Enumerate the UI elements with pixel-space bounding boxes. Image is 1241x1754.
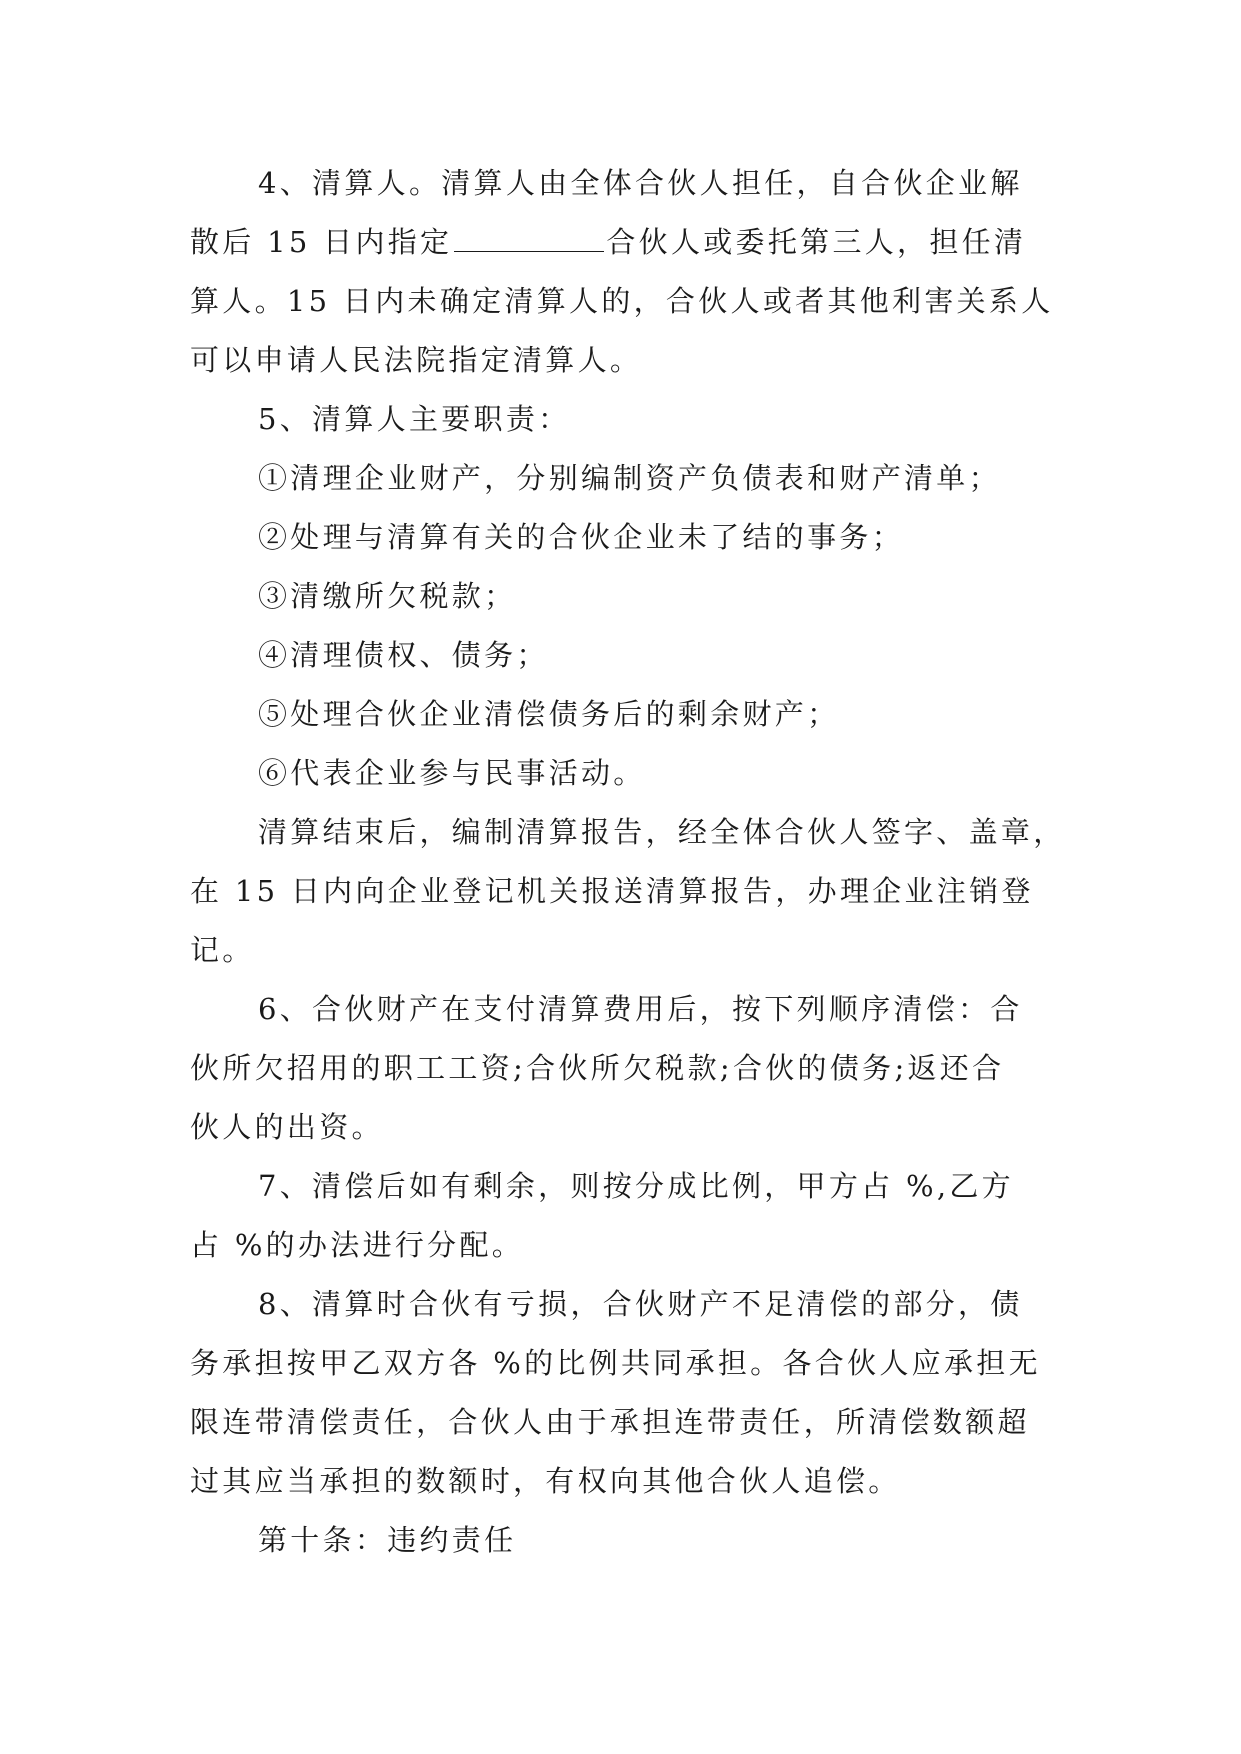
list-item-2: ②处理与清算有关的合伙企业未了结的事务； xyxy=(258,520,905,554)
paragraph-6-line-1: 6、合伙财产在支付清算费用后，按下列顺序清偿：合 xyxy=(258,992,1023,1026)
paragraph-7-line-2: 占 %的办法进行分配。 xyxy=(190,1228,525,1262)
paragraph-4-line-2 xyxy=(190,222,1026,262)
paragraph-8-line-1: 8、清算时合伙有亏损，合伙财产不足清偿的部分，债 xyxy=(258,1287,1023,1321)
paragraph-8-line-4: 过其应当承担的数额时，有权向其他合伙人追偿。 xyxy=(190,1464,901,1498)
list-item-6: ⑥代表企业参与民事活动。 xyxy=(258,756,646,790)
liquidation-report-line-2: 在 15 日内向企业登记机关报送清算报告，办理企业注销登 xyxy=(190,874,1034,908)
paragraph-6-line-3: 伙人的出资。 xyxy=(190,1110,384,1144)
paragraph-4-line-1: 4、清算人。清算人由全体合伙人担任，自合伙企业解 xyxy=(258,166,1023,200)
paragraph-4-line-2-start: 散后 15 日内指定 xyxy=(190,225,453,259)
list-item-3: ③清缴所欠税款； xyxy=(258,579,517,613)
article-10-heading: 第十条：违约责任 xyxy=(258,1523,517,1557)
paragraph-8-line-3: 限连带清偿责任，合伙人由于承担连带责任，所清偿数额超 xyxy=(190,1405,1030,1439)
paragraph-5-heading: 5、清算人主要职责： xyxy=(258,402,571,436)
paragraph-8-line-2: 务承担按甲乙双方各 %的比例共同承担。各合伙人应承担无 xyxy=(190,1346,1041,1380)
paragraph-4-line-3: 算人。15 日内未确定清算人的，合伙人或者其他利害关系人 xyxy=(190,284,1054,318)
liquidation-report-line-3: 记。 xyxy=(190,933,255,967)
paragraph-4-line-4: 可以申请人民法院指定清算人。 xyxy=(190,343,643,377)
liquidation-report-line-1: 清算结束后，编制清算报告，经全体合伙人签字、盖章， xyxy=(258,815,1066,849)
paragraph-6-line-2: 伙所欠招用的职工工资;合伙所欠税款;合伙的债务;返还合 xyxy=(190,1051,1005,1085)
list-item-5: ⑤处理合伙企业清偿债务后的剩余财产； xyxy=(258,697,840,731)
list-item-1: ①清理企业财产，分别编制资产负债表和财产清单； xyxy=(258,461,1001,495)
list-item-4: ④清理债权、债务； xyxy=(258,638,549,672)
paragraph-4-line-2-end: 合伙人或委托第三人，担任清 xyxy=(606,225,1027,259)
paragraph-7-line-1: 7、清偿后如有剩余，则按分成比例，甲方占 %,乙方 xyxy=(258,1169,1014,1203)
blank-underline xyxy=(454,229,604,252)
